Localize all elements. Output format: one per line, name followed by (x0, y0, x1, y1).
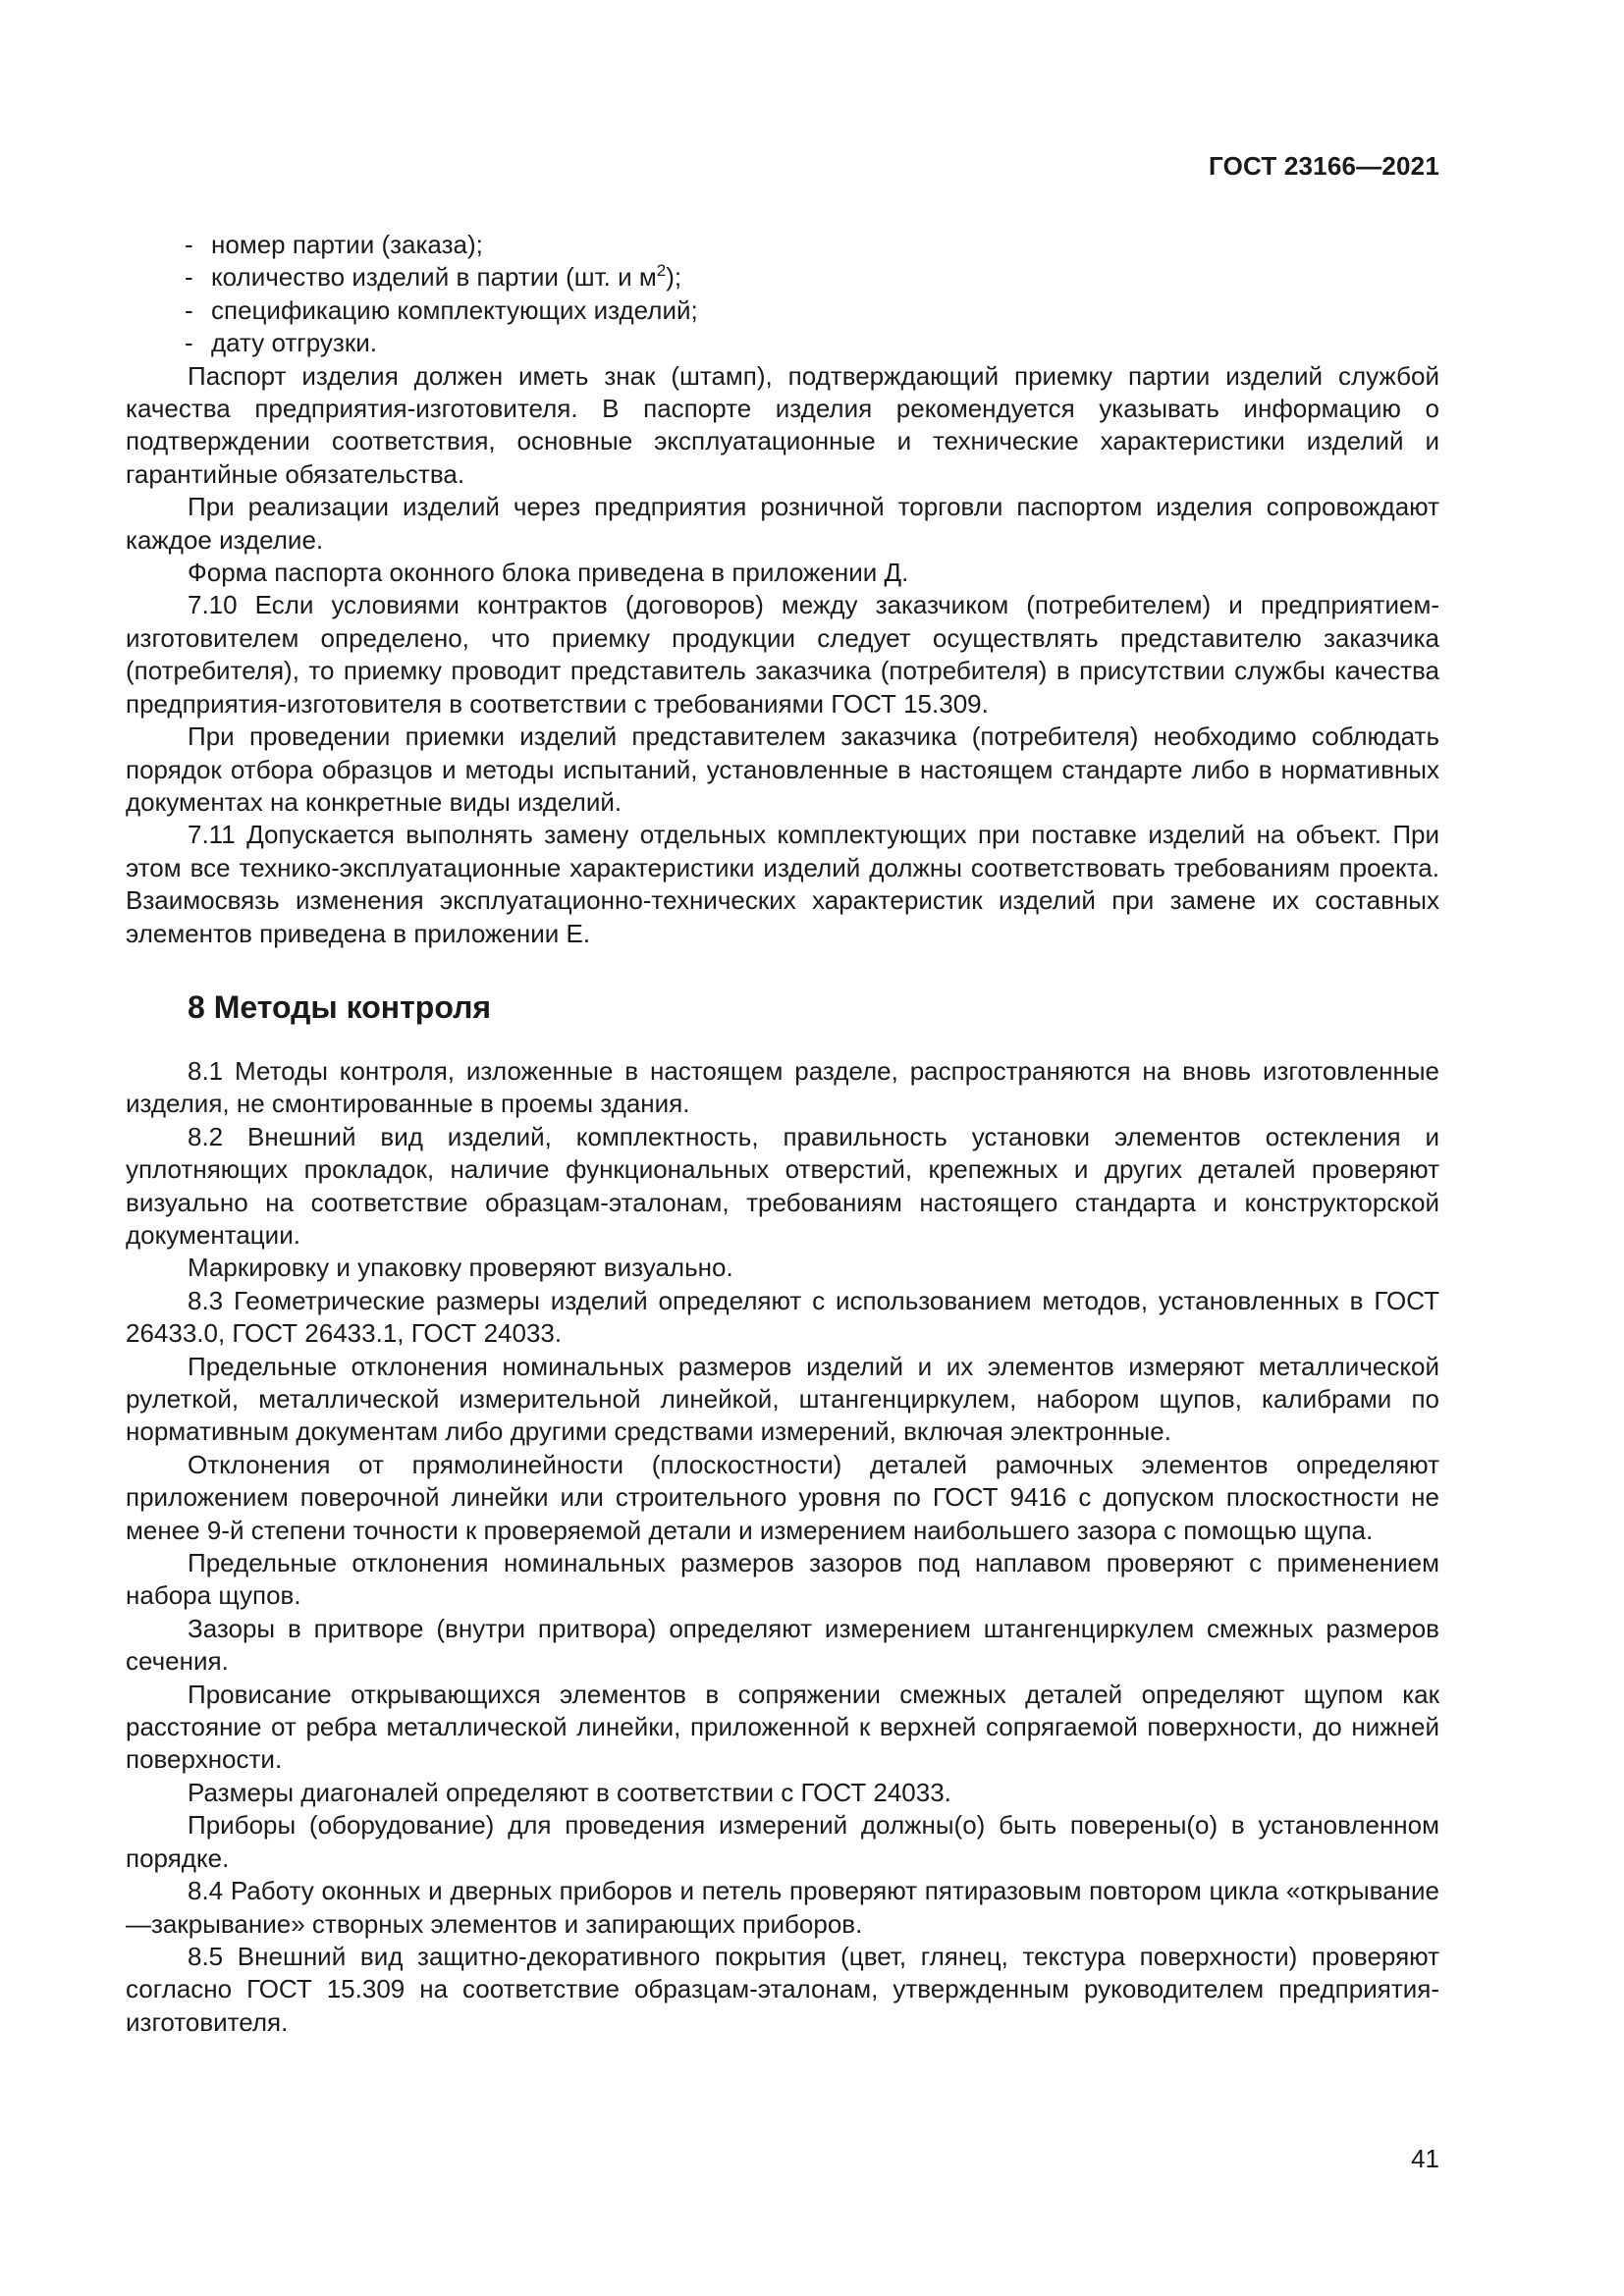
paragraph-7-10: 7.10 Если условиями контрактов (договоров) между заказчиком (потребителем) и предприятием-изготовителем определено, что приемку продукции следует осуществлять представителю заказчика (потребителя), то приемку проводит представитель заказчика (потребителя) в присутствии службы качества предприятия-изготовителя в соответствии с требованиями ГОСТ 15.309. (126, 590, 1439, 719)
paragraph-gaps: Предельные отклонения номинальных размеров зазоров под наплавом проверяют с применением набора щупов. (126, 1548, 1439, 1611)
section-heading: 8 Методы контроля (188, 988, 492, 1025)
paragraph-diagonals: Размеры диагоналей определяют в соответствии с ГОСТ 24033. (188, 1777, 951, 1807)
paragraph-7-11: 7.11 Допускается выполнять замену отдельных комплектующих при поставке изделий на объект. При этом все технико-эксплуатационные характеристики изделий должны соответствовать требованиям проекта. Взаимосвязь изменения эксплуатационно-технических характеристик изделий при замене их составных элементов приведена в приложении Е. (126, 820, 1439, 948)
page-number: 41 (1411, 2144, 1439, 2173)
paragraph-8-4: 8.4 Работу оконных и дверных приборов и петель проверяют пятиразовым повтором цикла «открывание—закрывание» створных элементов и запирающих приборов. (126, 1876, 1439, 1939)
document-header-standard: ГОСТ 23166—2021 (1209, 151, 1439, 181)
paragraph-8-5: 8.5 Внешний вид защитно-декоративного покрытия (цвет, глянец, текстура поверхности) проверяют согласно ГОСТ 15.309 на соответствие образцам-эталонам, утвержденным руководителем предприятия-изготовителя. (126, 1941, 1439, 2037)
paragraph-instruments: Приборы (оборудование) для проведения измерений должны(о) быть поверены(о) в установленном порядке. (126, 1810, 1439, 1873)
paragraph-rebate-gaps: Зазоры в притворе (внутри притвора) определяют измерением штангенциркулем смежных размеров сечения. (126, 1613, 1439, 1677)
paragraph-acceptance: При проведении приемки изделий представителем заказчика (потребителя) необходимо соблюдать порядок отбора образцов и методы испытаний, установленные в настоящем стандарте либо в нормативных документах на конкретные виды изделий. (126, 721, 1439, 817)
list-item: - количество изделий в партии (шт. и $м^2$); (185, 261, 682, 293)
paragraph-passport-form: Форма паспорта оконного блока приведена в приложении Д. (188, 558, 909, 588)
page-content (126, 229, 1439, 2039)
paragraph-8-1: 8.1 Методы контроля, изложенные в настоящем разделе, распространяются на вновь изготовленные изделия, не смонтированные в проемы здания. (126, 1055, 1439, 1119)
list-item: - спецификацию комплектующих изделий; (185, 294, 698, 325)
list-item: - номер партии (заказа); (185, 230, 483, 259)
paragraph-8-2: 8.2 Внешний вид изделий, комплектность, правильность установки элементов остекления и уплотняющих прокладок, наличие функциональных отверстий, крепежных и других деталей проверяют визуально на соответствие образцам-эталонам, требованиям настоящего стандарта и конструкторской документации. (126, 1121, 1439, 1250)
paragraph-8-3: 8.3 Геометрические размеры изделий определяют с использованием методов, установленных в ГОСТ 26433.0, ГОСТ 26433.1, ГОСТ 24033. (126, 1285, 1439, 1349)
unit-superscript: 2 (656, 261, 667, 281)
paragraph-marking: Маркировку и упаковку проверяют визуально. (188, 1253, 733, 1283)
paragraph-retail: При реализации изделий через предприятия розничной торговли паспортом изделия сопровождают каждое изделие. (126, 492, 1439, 555)
paragraph-sagging: Провисание открывающихся элементов в сопряжении смежных деталей определяют щупом как расстояние от ребра металлической линейки, приложенной к верхней сопрягаемой поверхности, до нижней поверхности. (126, 1679, 1439, 1775)
paragraph-deviations: Предельные отклонения номинальных размеров изделий и их элементов измеряют металлической рулеткой, металлической измерительной линейкой, штангенциркулем, набором щупов, калибрами по нормативным документам либо другими средствами измерений, включая электронные. (126, 1351, 1439, 1447)
paragraph-passport-stamp: Паспорт изделия должен иметь знак (штамп), подтверждающий приемку партии изделий службой качества предприятия-изготовителя. В паспорте изделия рекомендуется указывать информацию о подтверждении соответствия, основные эксплуатационные и технические характеристики изделий и гарантийные обязательства. (126, 360, 1439, 489)
list-item: - дату отгрузки. (185, 328, 377, 358)
paragraph-flatness: Отклонения от прямолинейности (плоскостности) деталей рамочных элементов определяют приложением поверочной линейки или строительного уровня по ГОСТ 9416 с допуском плоскостности не менее 9-й степени точности к проверяемой детали и измерением наибольшего зазора с помощью щупа. (126, 1449, 1439, 1545)
